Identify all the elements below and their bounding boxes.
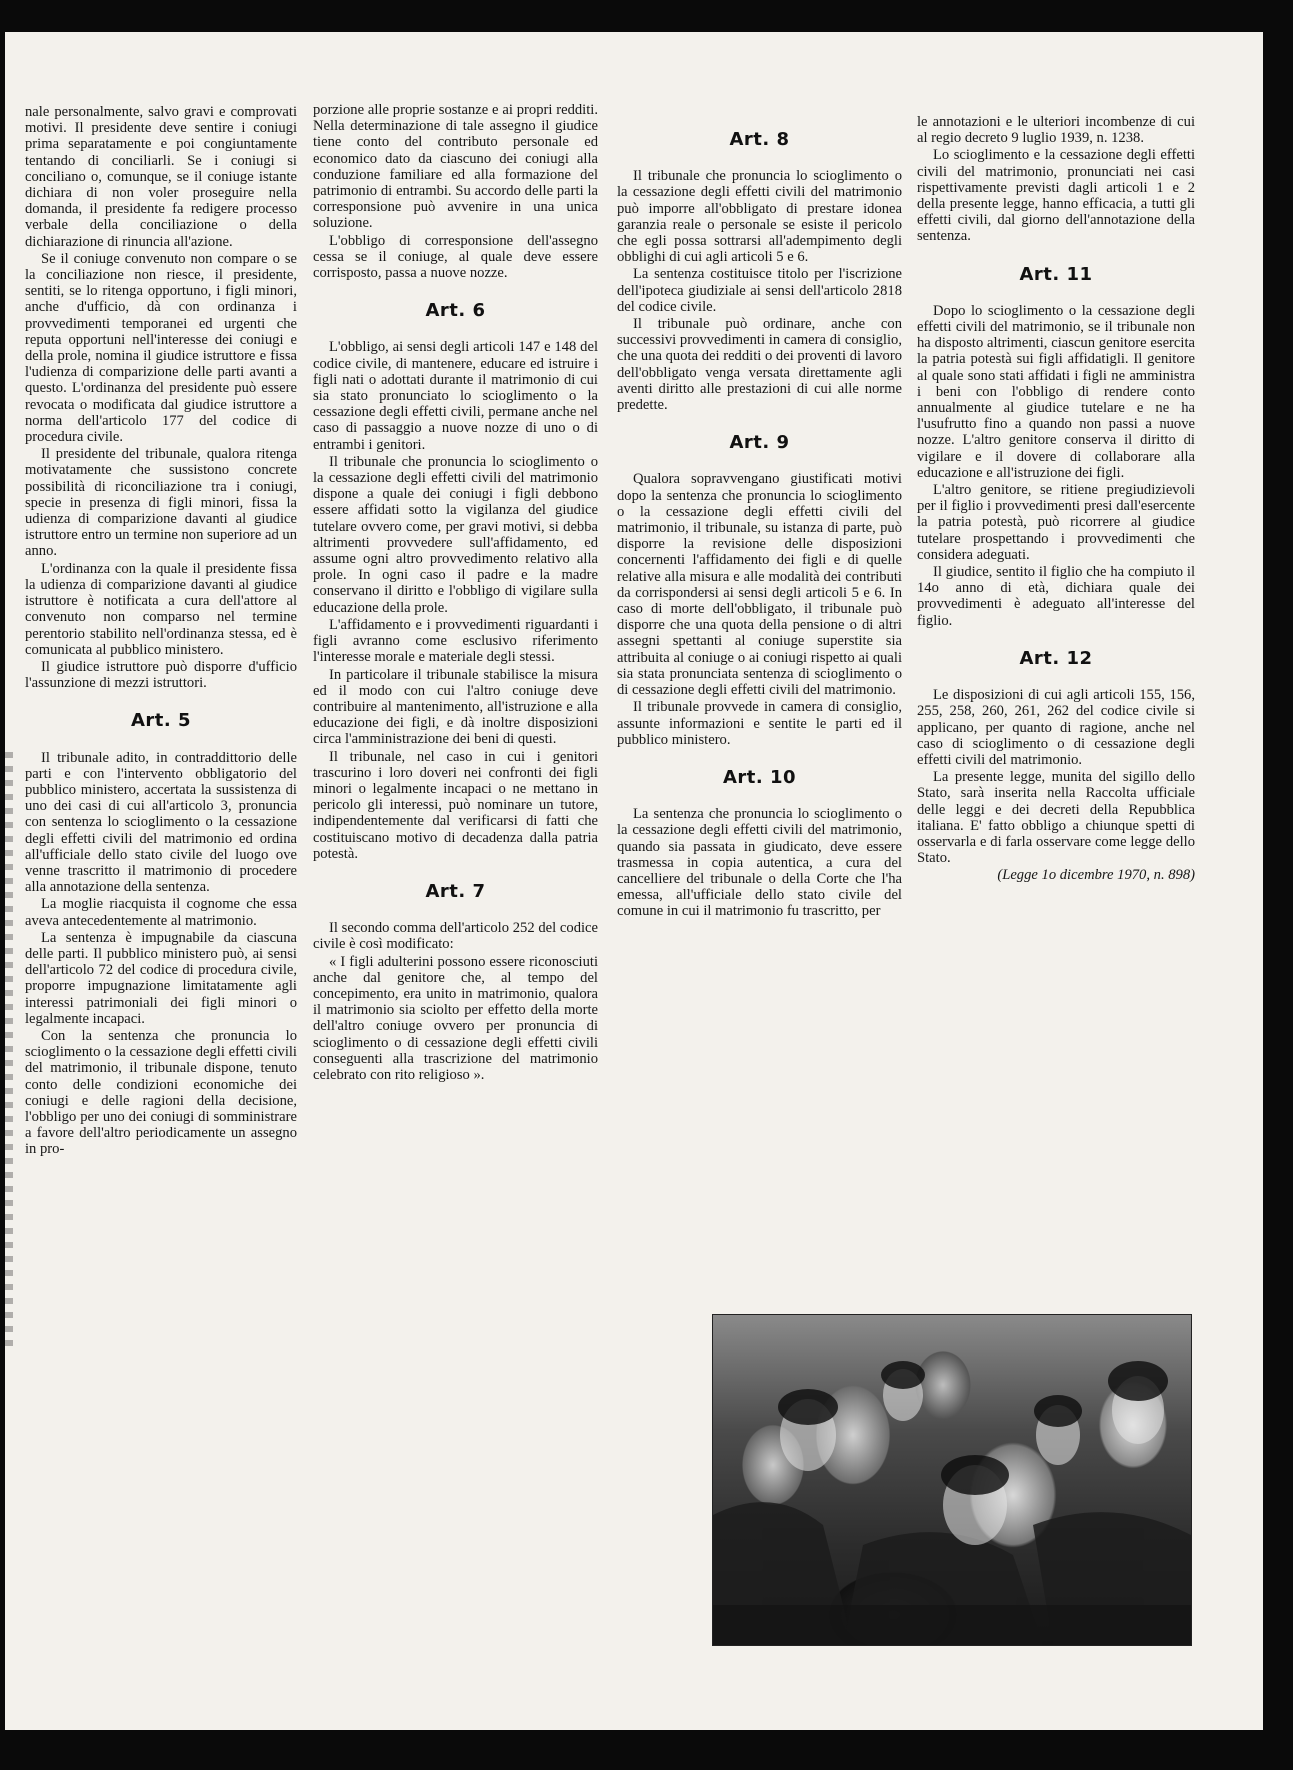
paragraph: le annotazioni e le ulteriori incombenze di cui al regio decreto 9 luglio 1939, n. 1238. [917, 114, 1195, 147]
paragraph: Il tribunale può ordinare, anche con successivi provvedimenti in camera di consiglio, che una quota dei redditi o dei proventi di lavoro dell'obbligato venga versata direttamente agli aventi diritto alle prestazioni di cui alle norme predette. [617, 316, 902, 414]
paragraph: La moglie riacquista il cognome che essa aveva antecedentemente al matrimonio. [25, 896, 297, 929]
paragraph: La sentenza che pronuncia lo scioglimento o la cessazione degli effetti civili del matrimonio, quando sia passata in giudicato, deve essere trasmessa in copia autentica, a cura del cancelliere del tribunale o della Corte che l'ha emessa, all'ufficiale dello stato civile del comune in cui il matrimonio fu trascritto, per [617, 806, 902, 920]
paragraph: Lo scioglimento e la cessazione degli effetti civili del matrimonio, pronunciati nei casi rispettivamente previsti dagli articoli 1 e 2 della presente legge, hanno efficacia, a tutti gli effetti civili, dal giorno dell'annotazione della sentenza. [917, 147, 1195, 245]
paragraph: Il presidente del tribunale, qualora ritenga motivatamente che sussistono concrete possibilità di riconciliazione tra i coniugi, specie in presenza di figli minori, fissa la udienza di comparizione davanti al giudice istruttore entro un termine non superiore ad un anno. [25, 446, 297, 560]
law-reference: (Legge 1o dicembre 1970, n. 898) [997, 867, 1195, 884]
paragraph: La sentenza è impugnabile da ciascuna delle parti. Il pubblico ministero può, ai sensi dell'articolo 72 del codice di procedura civile, proporre impugnazione limitatamente agli interessi patrimoniali dei figli minori o legalmente incapaci. [25, 929, 297, 1027]
article-heading: Art. 10 [722, 766, 797, 788]
paragraph: « I figli adulterini possono essere riconosciuti anche dal genitore che, al tempo del concepimento, era unito in matrimonio, qualora il matrimonio sia sciolto per effetto della morte dell'altro coniuge ovvero per pronuncia di scioglimento o di cessazione degli effetti civili conseguenti alla trascrizione del matrimonio celebrato con rito religioso ». [313, 953, 598, 1083]
paragraph: nale personalmente, salvo gravi e comprovati motivi. Il presidente deve sentire i coniugi prima separatamente e poi congiuntamente tentando di conciliarli. Se i coniugi si conciliano o, comunque, se il coniuge istante dichiara di non voler proseguire nella domanda, il presidente fa redigere processo verbale della conciliazione o della dichiarazione di rinuncia all'azione. [25, 104, 297, 250]
binding-edge [5, 752, 13, 1352]
column-2 [313, 102, 598, 1084]
article-heading: Art. 12 [1019, 647, 1093, 669]
paragraph: Il tribunale provvede in camera di consiglio, assunte informazioni e sentite le parti ed il pubblico ministero. [617, 699, 902, 748]
paragraph: Il secondo comma dell'articolo 252 del codice civile è così modificato: [313, 920, 598, 953]
paragraph: In particolare il tribunale stabilisce la misura ed il modo con cui l'altro coniuge deve contribuire al mantenimento, all'istruzione e alla educazione dei figli, e dà inoltre disposizioni circa l'amministrazione dei beni di questi. [313, 666, 598, 748]
paragraph: Le disposizioni di cui agli articoli 155, 156, 255, 258, 260, 261, 262 del codice civile si applicano, per quanto di ragione, anche nel caso di scioglimento o di cessazione degli effetti civili del matrimonio. [917, 687, 1195, 768]
paragraph: Se il coniuge convenuto non compare o se la conciliazione non riesce, il presidente, sentiti, se lo ritenga opportuno, i figli minori, anche d'ufficio, dà con ordinanza i provvedimenti temporanei ed urgenti che reputa opportuni nell'interesse dei coniugi e della prole, nomina il giudice istruttore e fissa l'udienza di comparizione delle parti avanti a questo. L'ordinanza del presidente può essere revocata o modificata dal giudice istruttore a norma dell'articolo 177 del codice di procedura civile. [25, 250, 297, 446]
article-heading: Art. 6 [425, 300, 486, 322]
article-heading: Art. 11 [1019, 263, 1093, 285]
column-1 [25, 104, 297, 1159]
paragraph: L'altro genitore, se ritiene pregiudizievoli per il figlio i provvedimenti presi dall'esercente la patria potestà, può ricorrere al giudice tutelare prospettando i provvedimenti che considera adeguati. [917, 482, 1195, 563]
paragraph: porzione alle proprie sostanze e ai propri redditi. Nella determinazione di tale assegno il giudice tiene conto del contributo personale ed economico dato da ciascuno dei coniugi alla conduzione familiare ed alla formazione del patrimonio di entrambi. Su accordo delle parti la corresponsione può avvenire in una unica soluzione. [313, 102, 598, 232]
paragraph: Il tribunale che pronuncia lo scioglimento o la cessazione degli effetti civili del matrimonio dispone a quale dei coniugi i figli debbono essere affidati sotto la vigilanza del giudice tutelare ovvero come, per gravi motivi, si debba altrimenti provvedere sull'affidamento, ed assume ogni altro provvedimento relativo alla prole. In ogni caso il padre e la madre conservano il diritto e l'obbligo di vigilare sulla educazione della prole. [313, 453, 598, 616]
paragraph: L'obbligo, ai sensi degli articoli 147 e 148 del codice civile, di mantenere, educare ed istruire i figli nati o adottati durante il matrimonio di cui sia stato pronunciato lo scioglimento o la cessazione degli effetti civili, permane anche nel caso di passaggio a nuove nozze di uno o di entrambi i genitori. [313, 339, 598, 453]
crowd-photo [712, 1314, 1192, 1646]
paragraph: La presente legge, munita del sigillo dello Stato, sarà inserita nella Raccolta ufficiale delle leggi e dei decreti della Repubblica italiana. E' fatto obbligo a chiunque spetti di osservarla e di farla osservare come legge dello Stato. [917, 769, 1195, 867]
paragraph: L'ordinanza con la quale il presidente fissa la udienza di comparizione davanti al giudice istruttore è notificata a cura dell'attore al convenuto non comparso nel termine perentorio stabilito nell'ordinanza stessa, ed è comunicata al pubblico ministero. [25, 560, 297, 658]
paragraph: Il tribunale che pronuncia lo scioglimento o la cessazione degli effetti civili del matrimonio può imporre all'obbligato di prestare idonea garanzia reale o personale se esiste il pericolo che egli possa sottrarsi all'adempimento degli obblighi di cui agli articoli 5 e 6. [617, 168, 902, 266]
paragraph: Il giudice istruttore può disporre d'ufficio l'assunzione di mezzi istruttori. [25, 658, 297, 692]
column-4 [917, 114, 1195, 885]
paragraph: Il tribunale adito, in contraddittorio delle parti e con l'intervento obbligatorio del pubblico ministero, accertata la sussistenza di uno dei casi di cui all'articolo 3, pronuncia con sentenza lo scioglimento o la cessazione degli effetti civili del matrimonio ed ordina all'ufficiale dello stato civile del luogo ove venne trascritto il matrimonio di procedere alla annotazione della sentenza. [25, 749, 297, 896]
magazine-page [5, 32, 1263, 1730]
paragraph: Il tribunale, nel caso in cui i genitori trascurino i loro doveri nei confronti dei figli minori o legalmente incapaci o ne mettano in pericolo gli interessi, può nominare un tutore, indipendentemente dal verificarsi di fatti che costituiscano motivo di decadenza dalla patria potestà. [313, 748, 598, 862]
article-heading: Art. 9 [729, 432, 790, 454]
paragraph: Dopo lo scioglimento o la cessazione degli effetti civili del matrimonio, se il tribunale non ha disposto altrimenti, ciascun genitore esercita la patria potestà sui figli affidatigli. Il genitore al quale sono stati affidati i figli ne amministra i beni con l'obbligo di rendere conto annualmente al giudice tutelare e ne ha l'usufrutto fino a quando non passi a nuove nozze. L'altro genitore conserva il diritto di vigilare e il dovere di collaborare alla educazione e all'istruzione dei figli. [917, 302, 1195, 481]
paragraph: Qualora sopravvengano giustificati motivi dopo la sentenza che pronuncia lo scioglimento o la cessazione degli effetti civili del matrimonio, il tribunale, su istanza di parte, può disporre la revisione delle disposizioni concernenti l'affidamento dei figli e di quelle relative alla misura e alle modalità dei contributi da corrispondersi ai sensi degli articoli 5 e 6. In caso di morte dell'obbligato, il tribunale può disporre che una quota della pensione o di altri assegni spettanti al coniuge superstite sia attribuita al coniuge o ai coniugi rispetto ai quali sia stata pronunciata sentenza di scioglimento o di cessazione degli effetti civili del matrimonio. [617, 471, 902, 699]
crowd-photo-illustration [713, 1315, 1191, 1645]
article-heading: Art. 5 [130, 710, 192, 732]
paragraph: La sentenza costituisce titolo per l'iscrizione dell'ipoteca giudiziale ai sensi dell'articolo 2818 del codice civile. [617, 266, 902, 315]
page-edge [1263, 32, 1293, 1730]
article-heading: Art. 8 [729, 129, 790, 150]
column-3 [617, 104, 902, 921]
paragraph: Il giudice, sentito il figlio che ha compiuto il 14o anno di età, dichiara quale dei provvedimenti è adeguato all'interesse del figlio. [917, 564, 1195, 629]
paragraph: L'obbligo di corresponsione dell'assegno cessa se il coniuge, al quale deve essere corrisposto, passa a nuove nozze. [313, 232, 598, 282]
article-heading: Art. 7 [425, 880, 486, 902]
paragraph: L'affidamento e i provvedimenti riguardanti i figli avranno come esclusivo riferimento l'interesse morale e materiale degli stessi. [313, 616, 598, 666]
paragraph: Con la sentenza che pronuncia lo scioglimento o la cessazione degli effetti civili del matrimonio, il tribunale dispone, tenuto conto delle condizioni economiche dei coniugi e delle ragioni della decisione, l'obbligo per uno dei coniugi di somministrare a favore dell'altro periodicamente un assegno in pro- [25, 1027, 297, 1158]
